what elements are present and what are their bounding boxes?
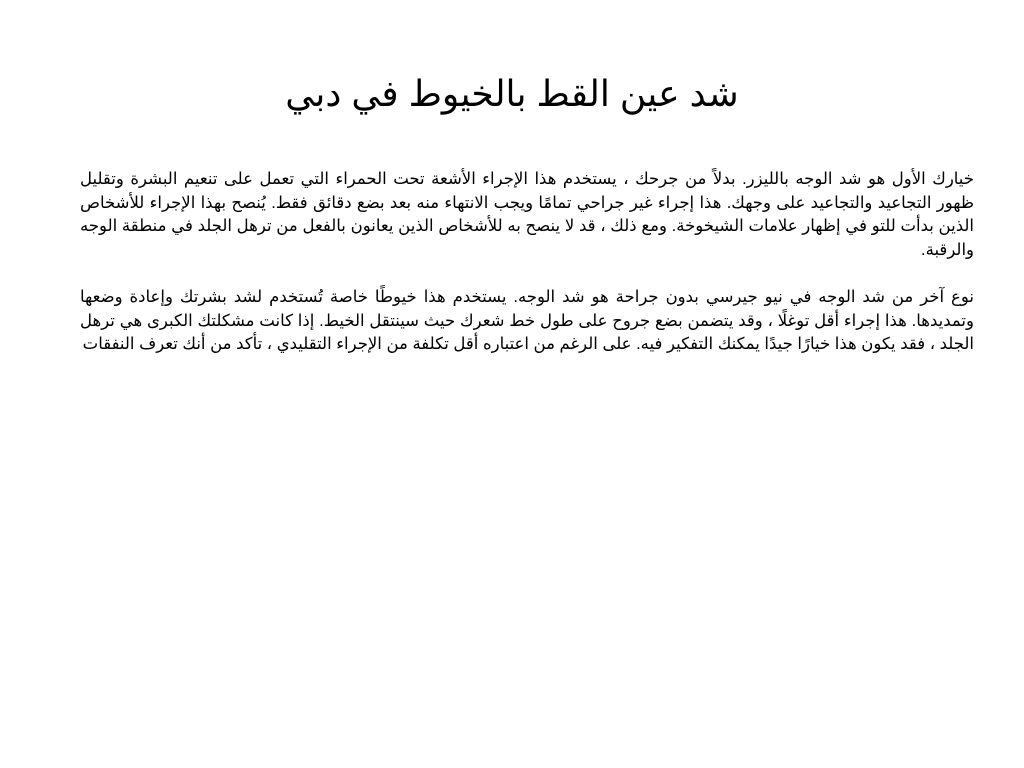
slide-body	[80, 168, 974, 381]
slide-title: شد عين القط بالخيوط في دبي	[285, 73, 739, 114]
paragraph-laser-facelift: خيارك الأول هو شد الوجه بالليزر. بدلاً من جرحك ، يستخدم هذا الإجراء الأشعة تحت الحمراء التي تعمل على تنعيم البشرة وتقليل ظهور التجاعيد والتجاعيد على وجهك. هذا إجراء غير جراحي تمامًا ويجب الانتهاء منه بعد بضع دقائق فقط. يُنصح بهذا الإجراء للأشخاص الذين بدأت للتو في إظهار علامات الشيخوخة. ومع ذلك ، قد لا ينصح به للأشخاص الذين يعانون بالفعل من ترهل الجلد في منطقة الوجه والرقبة.	[80, 170, 974, 259]
paragraph-thread-lift: نوع آخر من شد الوجه في نيو جيرسي بدون جراحة هو شد الوجه. يستخدم هذا خيوطًا خاصة تُستخدم لشد بشرتك وإعادة وضعها وتمديدها. هذا إجراء أقل توغلًا ، وقد يتضمن بضع جروح على طول خط شعرك حيث سينتقل الخيط. إذا كانت مشكلتك الكبرى هي ترهل الجلد ، فقد يكون هذا خيارًا جيدًا يمكنك التفكير فيه. على الرغم من اعتباره أقل تكلفة من الإجراء التقليدي ، تأكد من أنك تعرف النفقات	[80, 288, 974, 353]
